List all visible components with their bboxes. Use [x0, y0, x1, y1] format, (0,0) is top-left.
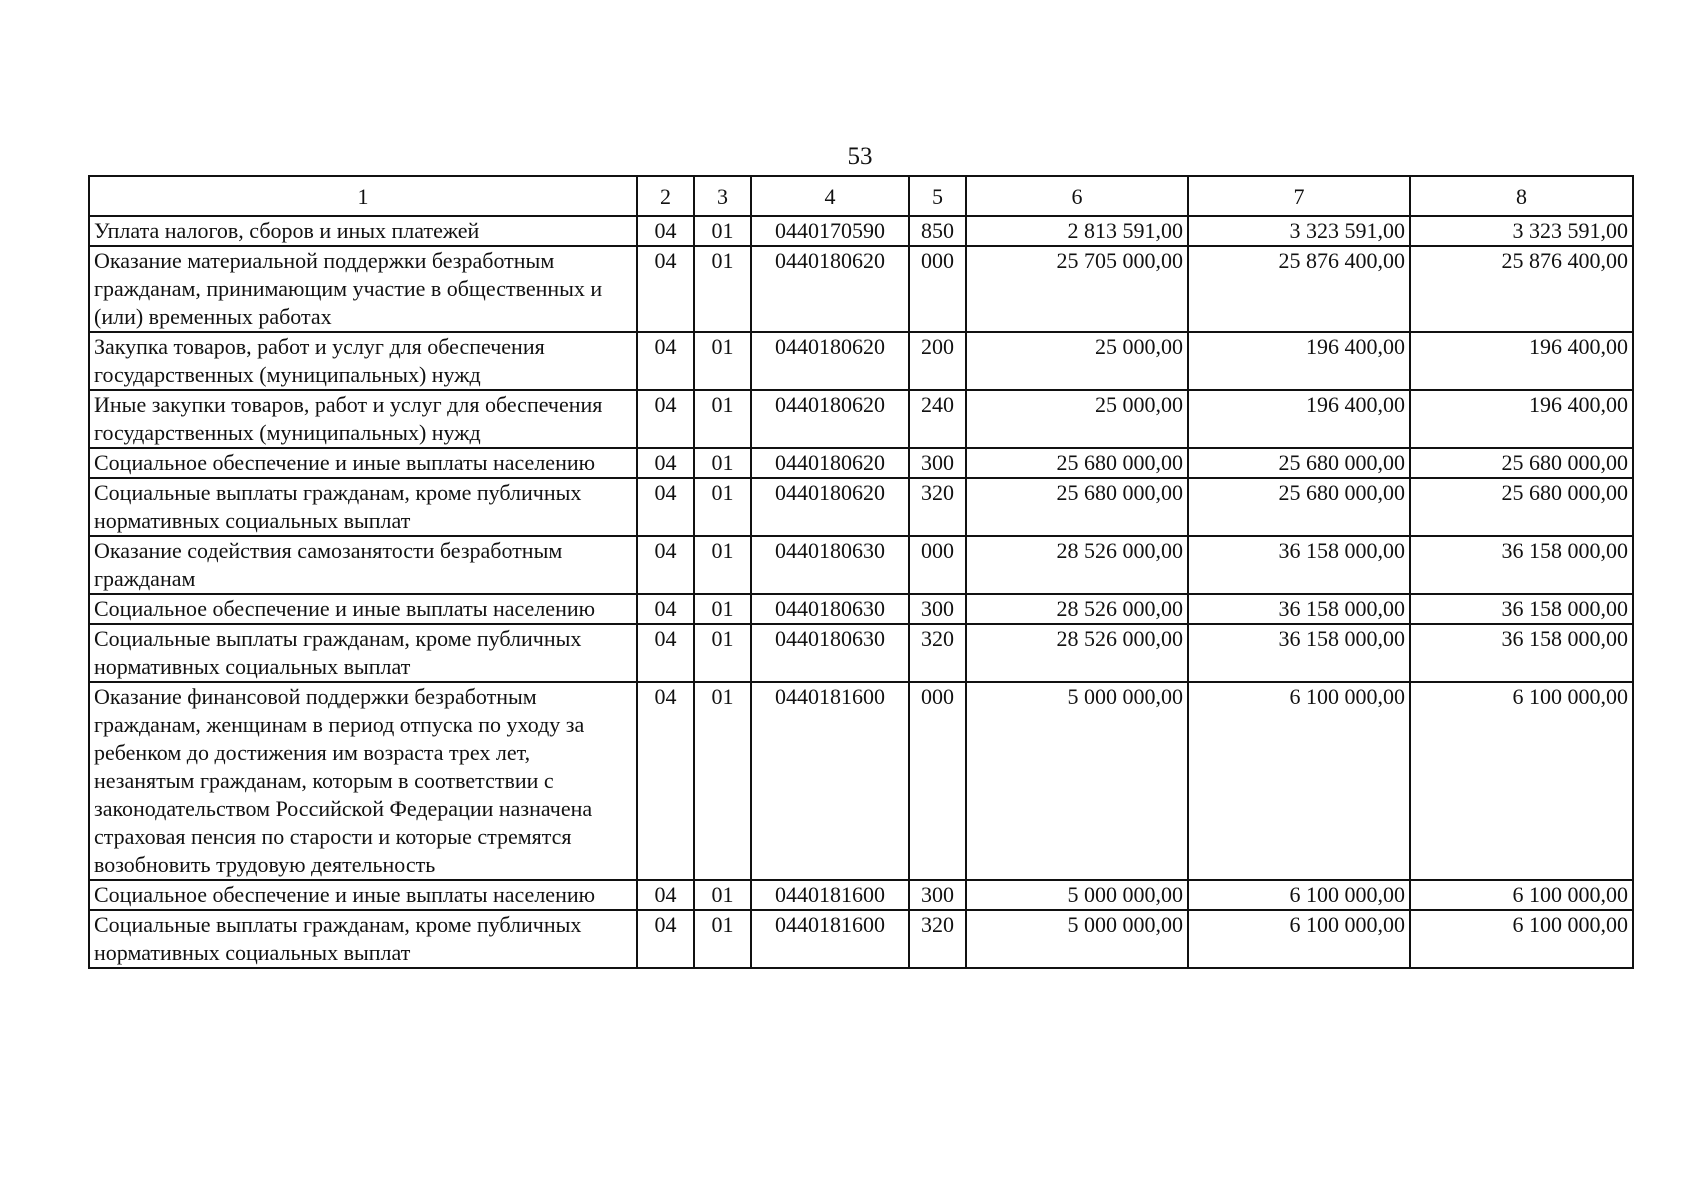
row-subsection: 01: [694, 682, 751, 880]
row-amount-col-6: 25 705 000,00: [966, 246, 1188, 332]
table-row: [89, 246, 1633, 332]
table-row: [89, 390, 1633, 448]
header-col-5: 5: [909, 176, 966, 216]
row-target-article: 0440180620: [751, 332, 909, 390]
header-col-7: 7: [1188, 176, 1410, 216]
table-row: [89, 448, 1633, 478]
table-row: [89, 536, 1633, 594]
row-amount-col-6: 25 000,00: [966, 390, 1188, 448]
row-amount-col-7: 36 158 000,00: [1188, 594, 1410, 624]
row-expense-type: 000: [909, 682, 966, 880]
table-body: [89, 216, 1633, 968]
row-target-article: 0440181600: [751, 682, 909, 880]
row-subsection: 01: [694, 332, 751, 390]
row-amount-col-6: 28 526 000,00: [966, 624, 1188, 682]
row-expense-type: 000: [909, 536, 966, 594]
row-amount-col-7: 36 158 000,00: [1188, 624, 1410, 682]
header-col-8: 8: [1410, 176, 1633, 216]
row-target-article: 0440181600: [751, 880, 909, 910]
row-subsection: 01: [694, 478, 751, 536]
header-col-3: 3: [694, 176, 751, 216]
row-expense-type: 000: [909, 246, 966, 332]
table-header: [89, 176, 1633, 216]
row-subsection: 01: [694, 216, 751, 246]
row-name: Социальные выплаты гражданам, кроме публичных нормативных социальных выплат: [89, 624, 637, 682]
row-name: Социальные выплаты гражданам, кроме публичных нормативных социальных выплат: [89, 910, 637, 968]
table-row: [89, 880, 1633, 910]
row-subsection: 01: [694, 624, 751, 682]
row-name: Закупка товаров, работ и услуг для обеспечения государственных (муниципальных) нужд: [89, 332, 637, 390]
table-row: [89, 216, 1633, 246]
row-subsection: 01: [694, 246, 751, 332]
row-expense-type: 240: [909, 390, 966, 448]
row-amount-col-6: 25 680 000,00: [966, 478, 1188, 536]
row-section: 04: [637, 880, 694, 910]
header-col-2: 2: [637, 176, 694, 216]
row-amount-col-8: 36 158 000,00: [1410, 536, 1633, 594]
table-row: [89, 332, 1633, 390]
row-amount-col-7: 25 680 000,00: [1188, 478, 1410, 536]
row-name: Оказание материальной поддержки безработным гражданам, принимающим участие в общественных и (или) временных работах: [89, 246, 637, 332]
row-name: Иные закупки товаров, работ и услуг для обеспечения государственных (муниципальных) нужд: [89, 390, 637, 448]
header-row: [89, 176, 1633, 216]
table-row: [89, 682, 1633, 880]
row-name: Оказание содействия самозанятости безработным гражданам: [89, 536, 637, 594]
row-section: 04: [637, 332, 694, 390]
row-amount-col-8: 196 400,00: [1410, 390, 1633, 448]
row-amount-col-8: 25 876 400,00: [1410, 246, 1633, 332]
row-target-article: 0440180620: [751, 246, 909, 332]
header-col-1: 1: [89, 176, 637, 216]
row-amount-col-8: 6 100 000,00: [1410, 910, 1633, 968]
row-amount-col-6: 5 000 000,00: [966, 880, 1188, 910]
row-amount-col-7: 25 876 400,00: [1188, 246, 1410, 332]
row-section: 04: [637, 216, 694, 246]
row-name: Социальное обеспечение и иные выплаты населению: [89, 448, 637, 478]
row-amount-col-7: 36 158 000,00: [1188, 536, 1410, 594]
row-subsection: 01: [694, 448, 751, 478]
row-amount-col-6: 25 000,00: [966, 332, 1188, 390]
row-amount-col-8: 25 680 000,00: [1410, 448, 1633, 478]
row-expense-type: 850: [909, 216, 966, 246]
row-target-article: 0440180630: [751, 594, 909, 624]
row-amount-col-8: 6 100 000,00: [1410, 682, 1633, 880]
row-section: 04: [637, 594, 694, 624]
table-row: [89, 624, 1633, 682]
row-name: Уплата налогов, сборов и иных платежей: [89, 216, 637, 246]
row-amount-col-7: 6 100 000,00: [1188, 910, 1410, 968]
header-col-4: 4: [751, 176, 909, 216]
row-section: 04: [637, 910, 694, 968]
row-amount-col-6: 25 680 000,00: [966, 448, 1188, 478]
table-row: [89, 910, 1633, 968]
row-amount-col-8: 6 100 000,00: [1410, 880, 1633, 910]
row-amount-col-8: 36 158 000,00: [1410, 594, 1633, 624]
row-target-article: 0440170590: [751, 216, 909, 246]
row-target-article: 0440180620: [751, 390, 909, 448]
row-section: 04: [637, 536, 694, 594]
row-expense-type: 320: [909, 910, 966, 968]
row-target-article: 0440181600: [751, 910, 909, 968]
row-subsection: 01: [694, 880, 751, 910]
row-section: 04: [637, 682, 694, 880]
row-name: Социальные выплаты гражданам, кроме публичных нормативных социальных выплат: [89, 478, 637, 536]
row-expense-type: 320: [909, 624, 966, 682]
row-amount-col-7: 6 100 000,00: [1188, 682, 1410, 880]
row-expense-type: 300: [909, 448, 966, 478]
budget-table: [88, 175, 1634, 969]
row-subsection: 01: [694, 390, 751, 448]
row-amount-col-6: 5 000 000,00: [966, 910, 1188, 968]
row-section: 04: [637, 390, 694, 448]
row-section: 04: [637, 448, 694, 478]
row-amount-col-6: 28 526 000,00: [966, 594, 1188, 624]
row-amount-col-8: 36 158 000,00: [1410, 624, 1633, 682]
row-amount-col-7: 25 680 000,00: [1188, 448, 1410, 478]
table-row: [89, 478, 1633, 536]
row-amount-col-7: 3 323 591,00: [1188, 216, 1410, 246]
row-target-article: 0440180630: [751, 536, 909, 594]
row-section: 04: [637, 624, 694, 682]
row-amount-col-8: 25 680 000,00: [1410, 478, 1633, 536]
row-name: Социальное обеспечение и иные выплаты населению: [89, 594, 637, 624]
row-target-article: 0440180630: [751, 624, 909, 682]
row-amount-col-6: 5 000 000,00: [966, 682, 1188, 880]
row-expense-type: 300: [909, 880, 966, 910]
row-subsection: 01: [694, 594, 751, 624]
row-section: 04: [637, 246, 694, 332]
row-expense-type: 300: [909, 594, 966, 624]
row-amount-col-7: 196 400,00: [1188, 332, 1410, 390]
row-amount-col-6: 28 526 000,00: [966, 536, 1188, 594]
row-amount-col-8: 196 400,00: [1410, 332, 1633, 390]
row-target-article: 0440180620: [751, 478, 909, 536]
row-target-article: 0440180620: [751, 448, 909, 478]
page-number: 53: [847, 143, 873, 170]
row-expense-type: 200: [909, 332, 966, 390]
row-section: 04: [637, 478, 694, 536]
row-amount-col-6: 2 813 591,00: [966, 216, 1188, 246]
row-amount-col-8: 3 323 591,00: [1410, 216, 1633, 246]
row-expense-type: 320: [909, 478, 966, 536]
row-subsection: 01: [694, 910, 751, 968]
row-name: Социальное обеспечение и иные выплаты населению: [89, 880, 637, 910]
row-subsection: 01: [694, 536, 751, 594]
row-amount-col-7: 196 400,00: [1188, 390, 1410, 448]
header-col-6: 6: [966, 176, 1188, 216]
table-row: [89, 594, 1633, 624]
row-name: Оказание финансовой поддержки безработным гражданам, женщинам в период отпуска по уходу за ребенком до достижения им возраста трех лет, незанятым гражданам, которым в соответствии с законодательством Российской Федерации назначена страховая пенсия по старости и которые стремятся возобновить трудовую деятельность: [89, 682, 637, 880]
row-amount-col-7: 6 100 000,00: [1188, 880, 1410, 910]
